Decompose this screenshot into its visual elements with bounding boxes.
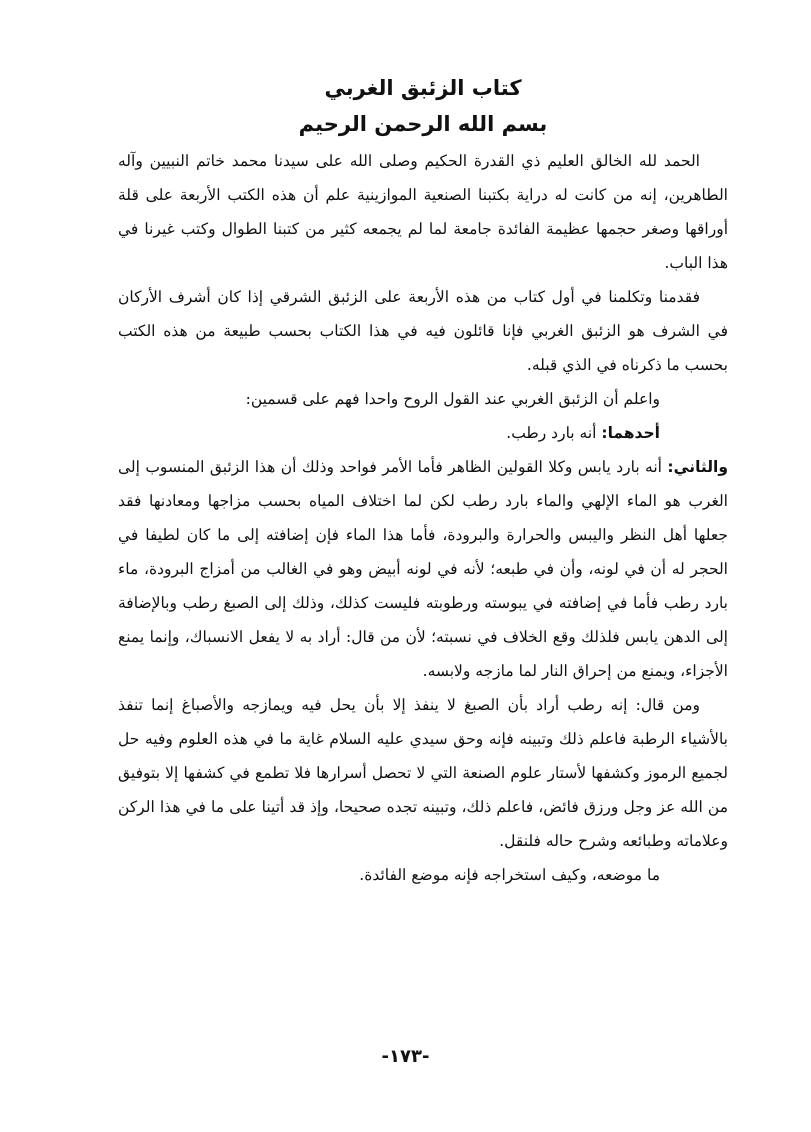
second-section-text: أنه بارد يابس وكلا القولين الظاهر فأما الأمر فواحد وذلك أن هذا الزئبق المنسوب إلى الغرب هو الماء الإلهي والماء بارد رطب لكن لما اختلاف المياه بحسب مزاجها ومعادنها فقد جعلها أهل النظر واليبس والحرارة والبرودة، فأما هذا الماء فإن إضافته إلى ما كان لطيفا في الحجر له أن في لونه، وأن في طبعه؛ لأنه في لونه أبيض وهو في الغالب من أمزاج البرودة، ماء بارد رطب فأما في إضافته في يبوسته ورطوبته فليست كذلك، وذلك إلى الصبغ رطب وبالإضافة إلى الدهن يابس فلذلك وقع الخلاف في نسبته؛ لأن من قال: أراد به لا يفعل الانسباك، وإنما يمنع الأجزاء، ويمنع من إحراق النار لما مازجه ولابسه. — [118, 458, 728, 680]
paragraph-intro: الحمد لله الخالق العليم ذي القدرة الحكيم وصلى الله على سيدنا محمد خاتم النبيين وآله الطاهرين، إنه من كانت له دراية بكتبنا الصنعية الموازينية علم أن هذه الكتب الأربعة على قلة أوراقها وصغر حجمها عظيمة الفائدة جامعة لما لم يجمعه كثير من كتبنا الطوال وكتب غيرنا في هذا الباب. — [118, 152, 728, 272]
second-section-lead: والثاني: — [667, 458, 728, 476]
book-title: كتاب الزئبق الغربي — [324, 76, 522, 100]
paragraph-two-sections: واعلم أن الزئبق الغربي عند القول الروح واحدا فهم على قسمين: — [245, 390, 660, 408]
paragraph-moist-view: ومن قال: إنه رطب أراد بأن الصبغ لا ينفذ إلا بأن يحل فيه ويمازجه والأصباغ إنما تنفذ بالأشياء الرطبة فاعلم ذلك وتبينه فإنه وحق سيدي عليه السلام غاية ما في هذه العلوم وفيه حل لجميع الرموز وكشفها لأستار علوم الصنعة التي لا تحصل أسرارها فلا تطمع في كشفها إلا بتوفيق من الله عز وجل ورزق فائض، فاعلم ذلك، وتبينه تجده صحيحا، وإذ قد أتينا على ما في هذا الركن وعلاماته وطبائعه وشرح حاله فلنقل. — [118, 696, 728, 850]
basmala-heading: بسم الله الرحمن الرحيم — [298, 112, 548, 136]
paragraph-location: ما موضعه، وكيف استخراجه فإنه موضع الفائدة. — [359, 866, 660, 884]
document-page — [118, 70, 728, 892]
page-number: -١٧٣- — [381, 1046, 430, 1067]
first-section-lead: أحدهما: — [601, 424, 660, 442]
paragraph-second-section — [118, 450, 728, 688]
first-section-text: أنه بارد رطب. — [506, 424, 602, 442]
paragraph-first-section — [118, 416, 728, 450]
paragraph-eastern-mercury: فقدمنا وتكلمنا في أول كتاب من هذه الأربعة على الزئبق الشرقي إذا كان أشرف الأركان في الشرف هو الزئبق الغربي فإنا قائلون فيه في هذا الكتاب بحسب طبيعة من هذه الكتب بحسب ما ذكرناه في الذي قبله. — [118, 288, 728, 374]
